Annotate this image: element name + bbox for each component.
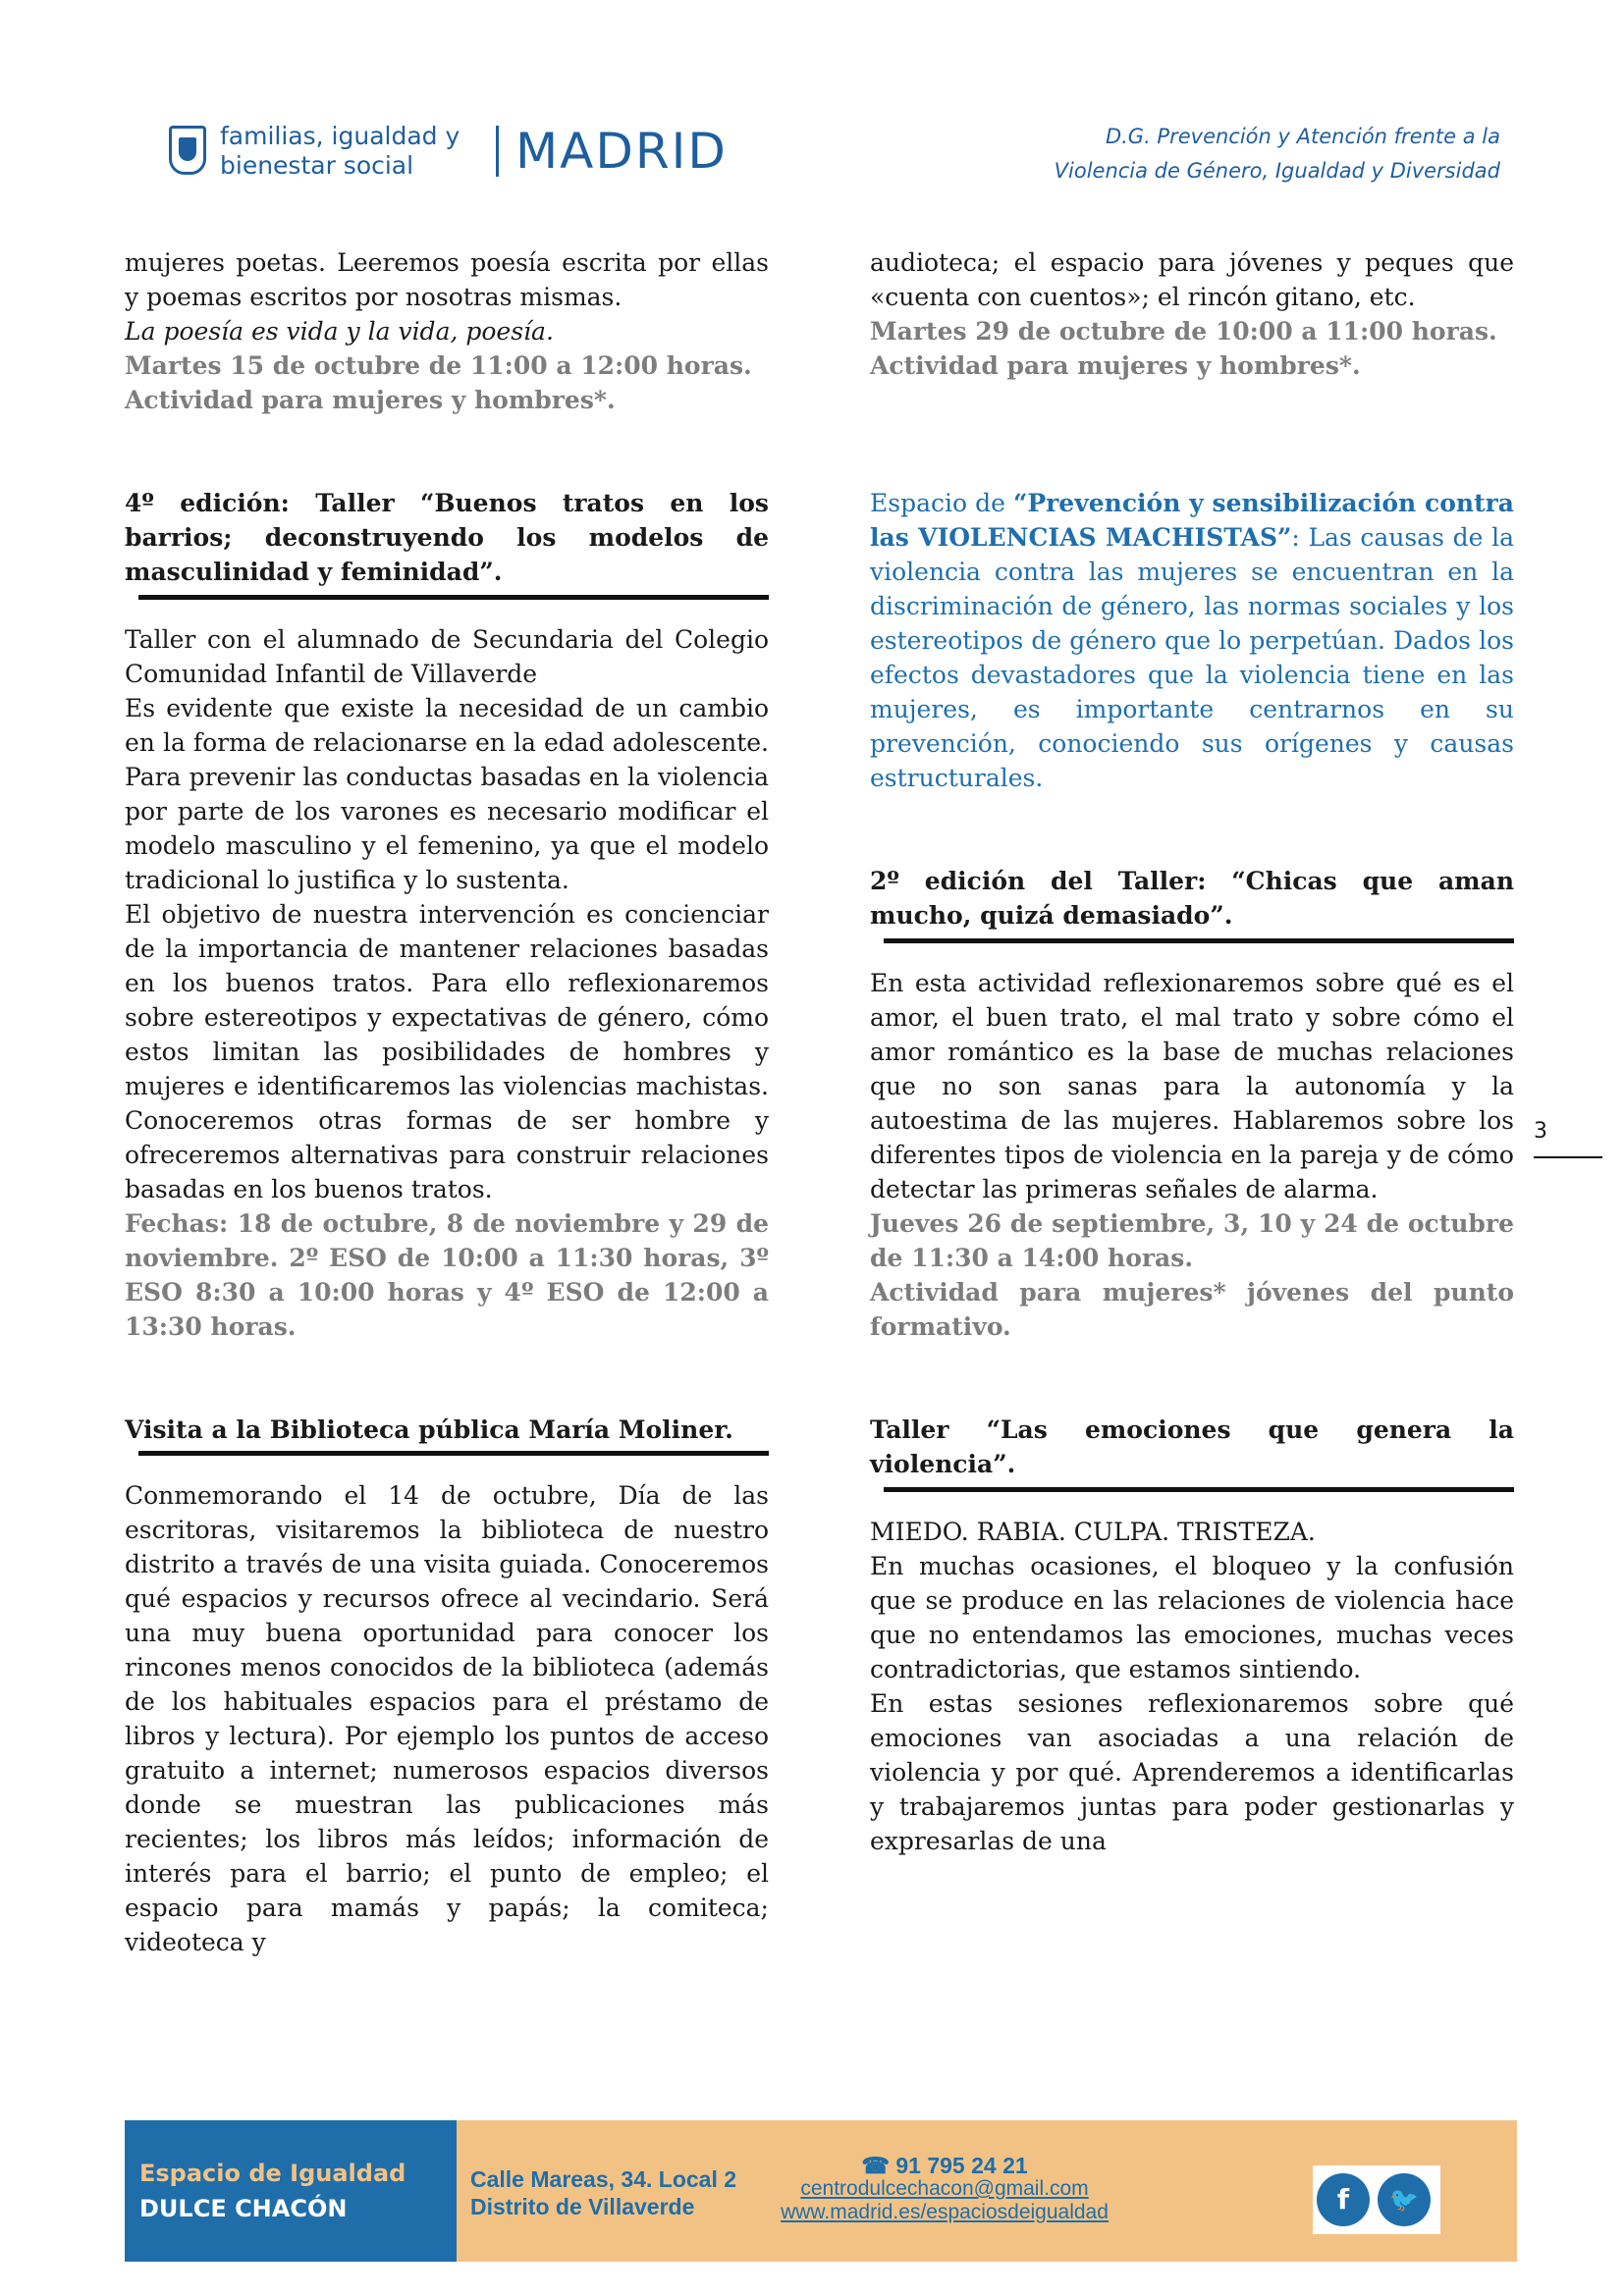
poetry-quote: La poesía es vida y la vida, poesía.	[125, 317, 554, 346]
visita-biblioteca-title: Visita a la Biblioteca pública María Moliner.	[125, 1415, 733, 1444]
section-rule	[138, 595, 769, 600]
logo-divider	[496, 126, 499, 177]
poetry-text: mujeres poetas. Leeremos poesía escrita por ellas y poemas escritos por nosotras mismas.	[125, 248, 769, 311]
dg-line-1: D.G. Prevención y Atención frente a la	[1105, 125, 1500, 148]
visita-audience: Actividad para mujeres y hombres*.	[870, 351, 1361, 380]
phone-number: ☎ 91 795 24 21	[861, 2153, 1028, 2178]
taller-buenos-tratos-title: 4º edición: Taller “Buenos tratos en los barrios; deconstruyendo los modelos de masculinidad y feminidad”.	[125, 489, 769, 586]
dg-line-2: Violencia de Género, Igualdad y Diversidad	[1054, 159, 1500, 183]
email-link[interactable]: centrodulcechacon@gmail.com	[800, 2177, 1089, 2200]
espacio-prefix: Espacio de	[870, 489, 1013, 517]
social-icons	[1313, 2165, 1440, 2234]
taller-paragraph-1: Taller con el alumnado de Secundaria del Colegio Comunidad Infantil de Villaverde	[125, 625, 769, 688]
page-number-rule	[1534, 1156, 1602, 1158]
espacio-title: “Prevención y sensibilización contra las VIOLENCIAS MACHISTAS”	[870, 489, 1515, 552]
facebook-icon[interactable]: f	[1317, 2173, 1370, 2226]
taller-emociones-title: Taller “Las emociones que genera la violencia”.	[870, 1415, 1514, 1478]
page-number: 3	[1534, 1119, 1547, 1144]
visita-paragraph: Conmemorando el 14 de octubre, Día de las escritoras, visitaremos la biblioteca de nuestro distrito a través de una visita guiada. Conoceremos qué espacios y recursos ofrece al vecindario. Será una muy buena oportunidad para conocer los rincones menos conocidos de la biblioteca (además de los habituales espacios para el préstamo de libros y lectura). Por ejemplo los puntos de acceso gratuito a internet; numerosos espacios diversos donde se muestran las publicaciones más recientes; los libros más leídos; información de interés para el barrio; el punto de empleo; el espacio para mamás y papás; la comiteca; videoteca y	[125, 1481, 769, 1956]
chicas-paragraph: En esta actividad reflexionaremos sobre qué es el amor, el buen trato, el mal trato y sobre cómo el amor romántico es la base de muchas relaciones que no son sanas para la autonomía y la autoestima de las mujeres. Hablaremos sobre los diferentes tipos de violencia en la pareja y de cómo detectar las primeras señales de alarma.	[870, 969, 1514, 1203]
taller-paragraph-3: El objetivo de nuestra intervención es concienciar de la importancia de mantener relaciones basadas en los buenos tratos. Para ello reflexionaremos sobre estereotipos y expectativas de género, cómo estos limitan las posibilidades de hombres y mujeres e identificaremos las violencias machistas. Conoceremos otras formas de ser hombre y ofreceremos alternativas para construir relaciones basadas en los buenos tratos.	[125, 900, 769, 1203]
section-rule	[884, 938, 1514, 943]
dept-line-2: bienestar social	[220, 151, 414, 180]
twitter-icon[interactable]: 🐦	[1378, 2173, 1431, 2226]
emociones-paragraph-1: En muchas ocasiones, el bloqueo y la confusión que se produce en las relaciones de violencia hace que no entendamos las emociones, muchas veces contradictorias, que estamos sintiendo.	[870, 1552, 1514, 1683]
web-link[interactable]: www.madrid.es/espaciosdeigualdad	[781, 2201, 1109, 2223]
right-column	[870, 245, 1514, 1858]
dept-line-1: familias, igualdad y	[220, 122, 460, 150]
footer	[125, 2120, 1517, 2262]
department-name	[220, 122, 460, 181]
section-rule	[138, 1451, 769, 1456]
chicas-audience: Actividad para mujeres* jóvenes del punto formativo.	[870, 1278, 1514, 1341]
city-logo: MADRID	[515, 123, 728, 180]
address-line-1: Calle Mareas, 34. Local 2	[470, 2166, 737, 2192]
emociones-paragraph-2: En estas sesiones reflexionaremos sobre qué emociones van asociadas a una relación de violencia y por qué. Aprenderemos a identificarlas y trabajaremos juntas para poder gestionarlas y expresarlas de una	[870, 1689, 1514, 1855]
poetry-audience: Actividad para mujeres y hombres*.	[125, 386, 616, 414]
space-line-1: Espacio de Igualdad	[139, 2160, 406, 2187]
address-line-2: Distrito de Villaverde	[470, 2194, 695, 2219]
section-rule	[884, 1487, 1514, 1492]
left-column	[125, 245, 769, 1959]
madrid-seal-icon	[169, 126, 206, 175]
visita-date: Martes 29 de octubre de 10:00 a 11:00 horas.	[870, 317, 1497, 346]
footer-space-name	[125, 2120, 457, 2262]
espacio-prevencion-paragraph	[870, 486, 1514, 795]
taller-chicas-title: 2º edición del Taller: “Chicas que aman mucho, quizá demasiado”.	[870, 867, 1514, 930]
chicas-date: Jueves 26 de septiembre, 3, 10 y 24 de octubre de 11:30 a 14:00 horas.	[870, 1209, 1514, 1272]
taller-dates: Fechas: 18 de octubre, 8 de noviembre y 29 de noviembre. 2º ESO de 10:00 a 11:30 horas, 3º ESO 8:30 a 10:00 horas y 4º ESO de 12:00 a 13:30 horas.	[125, 1209, 769, 1341]
audioteca-text: audioteca; el espacio para jóvenes y peques que «cuenta con cuentos»; el rincón gitano, etc.	[870, 248, 1514, 311]
directorate-header	[1055, 120, 1500, 188]
footer-address	[470, 2165, 736, 2220]
poetry-date: Martes 15 de octubre de 11:00 a 12:00 horas.	[125, 351, 752, 380]
emociones-list: MIEDO. RABIA. CULPA. TRISTEZA.	[870, 1518, 1316, 1546]
taller-paragraph-2: Es evidente que existe la necesidad de un cambio en la forma de relacionarse en la edad adolescente. Para prevenir las conductas basadas en la violencia por parte de los varones es necesario modificar el modelo masculino y el femenino, ya que el modelo tradicional lo justifica y lo sustenta.	[125, 694, 769, 894]
footer-contact	[719, 2154, 1170, 2224]
espacio-text: : Las causas de la violencia contra las mujeres se encuentran en la discriminación de género, las normas sociales y los estereotipos de género que lo perpetúan. Dados los efectos devastadores que la violencia tiene en las mujeres, es importante centrarnos en su prevención, conociendo sus orígenes y causas estructurales.	[870, 523, 1514, 792]
space-line-2: DULCE CHACÓN	[139, 2195, 348, 2222]
